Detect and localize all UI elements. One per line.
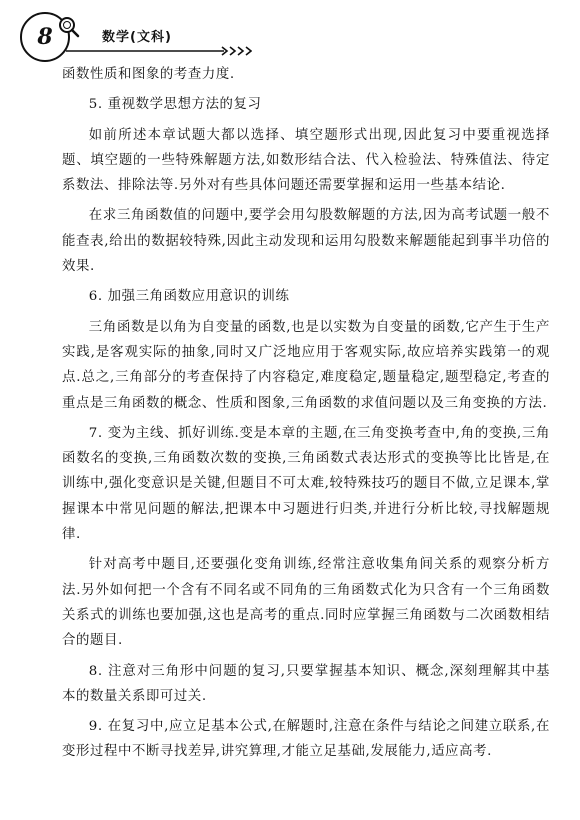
paragraph: 三角函数是以角为自变量的函数,也是以实数为自变量的函数,它产生于生产实践,是客观实际的抽象,同时又广泛地应用于客观实际,故应培养实践第一的观点.总之,三角部分的考查保持了内容稳定,难度稳定,题量稳定,题型稳定,考查的重点是三角函数的概念、性质和图象,三角函数的求值问题以及三角变换的方法. (62, 319, 550, 411)
paragraph-continuation: 函数性质和图象的考查力度. (62, 67, 235, 82)
paragraph: 针对高考中题目,还要强化变角训练,经常注意收集角间关系的观察分析方法.另外如何把一个含有不同名或不同角的三角函数式化为只含有一个三角函数关系式的训练也要加强,这也是高考的重点.同时应掌握三角函数与二次函数相结合的题目. (62, 557, 550, 649)
section-heading-5: 5. 重视数学思想方法的复习 (88, 97, 262, 113)
paragraph-item-9: 9. 在复习中,应立足基本公式,在解题时,注意在条件与结论之间建立联系,在变形过程中不断寻找差异,讲究算理,才能立足基础,发展能力,适应高考. (62, 719, 550, 760)
page-header (20, 12, 340, 62)
section-heading-6: 6. 加强三角函数应用意识的训练 (88, 289, 290, 305)
header-title: 数学(文科) (102, 30, 172, 45)
paragraph: 在求三角函数值的问题中,要学会用勾股数解题的方法,因为高考试题一般不能查表,给出的数据较特殊,因此主动发现和运用勾股数来解题能起到事半功倍的效果. (62, 208, 550, 275)
page-number: 8 (37, 24, 53, 50)
magnifier-icon (54, 14, 80, 40)
body-text (62, 62, 550, 765)
paragraph: 如前所述本章试题大都以选择、填空题形式出现,因此复习中要重视选择题、填空题的一些特殊解题方法,如数形结合法、代入检验法、特殊值法、待定系数法、排除法等.另外对有些具体问题还需要掌握和运用一些基本结论. (62, 127, 550, 194)
header-arrow-rule (66, 46, 252, 56)
paragraph-item-7: 7. 变为主线、抓好训练.变是本章的主题,在三角变换考查中,角的变换,三角函数名的变换,三角函数次数的变换,三角函数式表达形式的变换等比比皆是,在训练中,强化变意识是关键,但题目不可太难,较特殊技巧的题目不做,立足课本,掌握课本中常见问题的解法,把课本中习题进行归类,并进行分析比较,寻找解题规律. (62, 425, 550, 543)
paragraph-item-8: 8. 注意对三角形中问题的复习,只要掌握基本知识、概念,深刻理解其中基本的数量关系即可过关. (62, 663, 550, 704)
